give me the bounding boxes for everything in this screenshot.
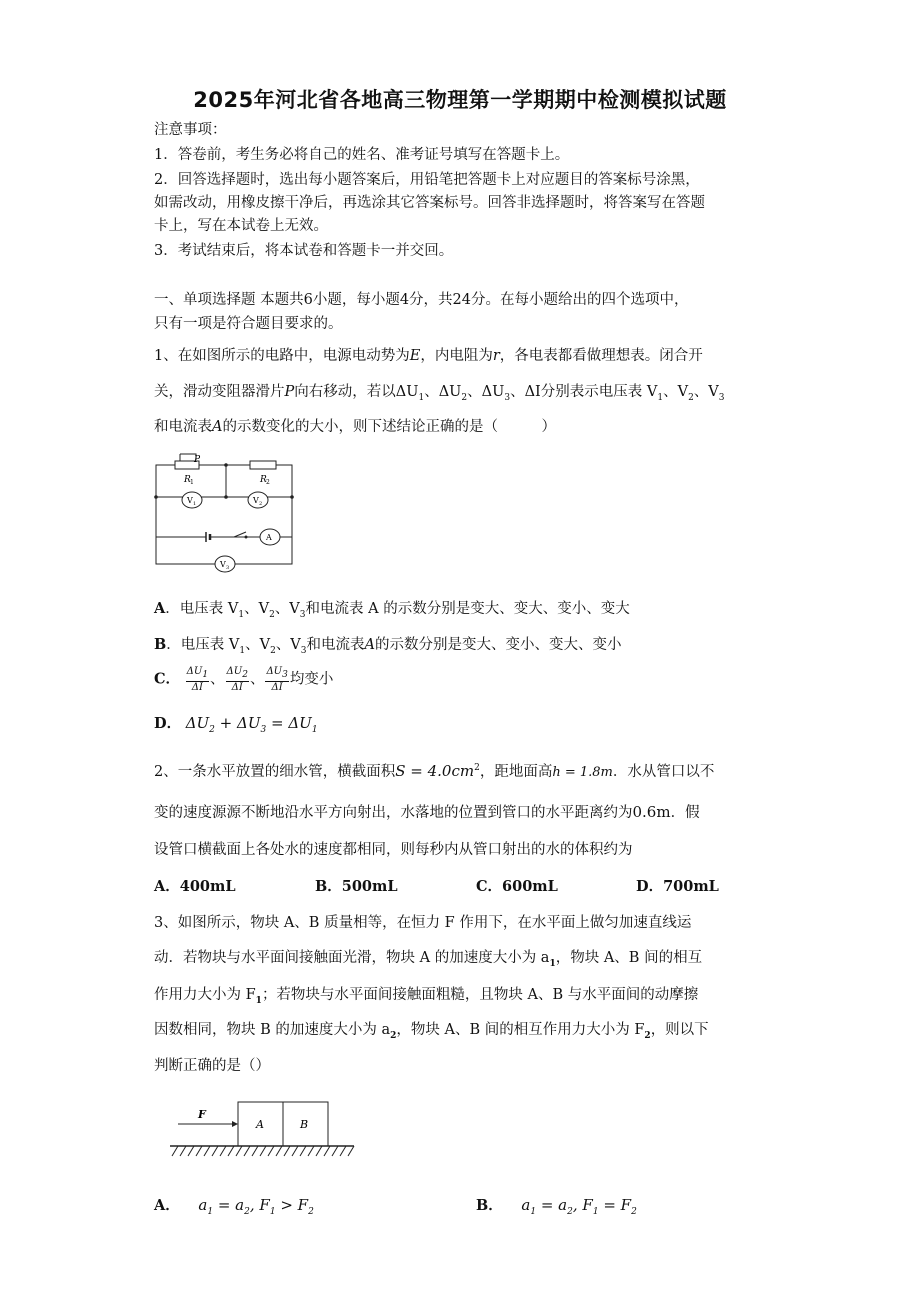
q1-option-b[interactable]: B．电压表 $V_1$、$V_2$、$V_3$和电流表A的示数分别是变大、变小、变大、变小 [154,636,622,656]
svg-text:1: 1 [193,501,197,507]
notice-line-3: 3．考试结束后，将本试卷和答题卡一并交回。 [154,243,454,259]
q1-option-c[interactable]: C． $\frac{\Delta U_1}{\Delta I}$ 、 $\frac{\Delta U_2}{\Delta I}$ 、 $\frac{\Delta U_3}{\Delta I}$ 均变小 [154,666,334,693]
q2-line-2: 变的速度源源不断地沿水平方向射出，水落地的位置到管口的水平距离约为0.6m．假 [154,803,700,821]
q2-option-c[interactable]: C．600mL [476,878,558,895]
block-a-label: A [256,1118,264,1131]
notice-line-2c: 卡上，写在本试卷上无效。 [154,218,328,234]
svg-text:3: 3 [226,565,230,571]
svg-text:2: 2 [266,479,270,486]
q2-line-1: 2、一条水平放置的细水管，横截面积$S = 4.0cm^2$，距地面高h = 1.8m．水从管口以不 [154,762,715,780]
q3-line-1: 3、如图所示，物块 A、B 质量相等，在恒力 F 作用下，在水平面上做匀加速直线运 [154,915,692,931]
block-b-label: B [300,1118,309,1131]
q3-option-b[interactable]: B． $a_1 = a_2$, $F_1 = F_2$ [476,1196,637,1217]
svg-text:P: P [194,455,201,465]
q1-option-a[interactable]: A．电压表 $V_1$、$V_2$、$V_3$和电流表 A 的示数分别是变大、变大、变小、变大 [154,600,630,620]
q1-line-2: 关，滑动变阻器滑片P向右移动，若以$\Delta U_1$、$\Delta U_2$、$\Delta U_3$、ΔI分别表示电压表 $V_1$、$V_2$、$V_3$ [154,384,725,403]
q3-line-3: 作用力大小为 $F_1$；若物块与水平面间接触面粗糙，且物块 A、B 与水平面间的动摩擦 [154,987,699,1006]
force-label: F [198,1108,206,1121]
notice-line-2b: 如需改动，用橡皮擦干净后，再选涂其它答案标号。回答非选择题时，将答案写在答题 [154,195,705,211]
notice-line-2a: 2．回答选择题时，选出每小题答案后，用铅笔把答题卡上对应题目的答案标号涂黑， [154,172,700,188]
q3-line-5: 判断正确的是（） [154,1058,270,1074]
page-title: 2025年河北省各地高三物理第一学期期中检测模拟试题 [193,88,727,112]
svg-text:2: 2 [259,501,263,507]
svg-text:V: V [220,560,226,569]
blocks-figure [168,1098,356,1160]
q2-option-b[interactable]: B．500mL [315,878,398,895]
section-1-line-2: 只有一项是符合题目要求的。 [154,316,343,332]
notice-heading: 注意事项： [154,122,227,138]
svg-text:R: R [184,475,191,485]
q1-line-3: 和电流表A的示数变化的大小，则下述结论正确的是（ ） [154,419,556,435]
notice-line-1: 1．答卷前，考生务必将自己的姓名、准考证号填写在答题卡上。 [154,147,570,163]
q3-option-a[interactable]: A． $a_1 = a_2$, $F_1 > F_2$ [154,1196,314,1217]
q2-option-d[interactable]: D．700mL [636,878,719,895]
svg-text:A: A [266,533,272,542]
svg-text:R: R [260,475,267,485]
q3-line-4: 因数相同，物块 B 的加速度大小为 $a_2$，物块 A、B 间的相互作用力大小为 $F_2$，则以下 [154,1022,709,1041]
circuit-diagram [150,452,300,576]
q1-option-d[interactable]: D． $\Delta U_2 + \Delta U_3 = \Delta U_1$ [154,714,318,735]
q1-line-1: 1、在如图所示的电路中，电源电动势为E，内电阻为r，各电表都看做理想表。闭合开 [154,348,703,364]
svg-text:V: V [253,496,259,505]
svg-text:1: 1 [190,479,194,486]
svg-text:V: V [187,496,193,505]
q2-option-a[interactable]: A．400mL [154,878,236,895]
q3-line-2: 动．若物块与水平面间接触面光滑，物块 A 的加速度大小为 $a_1$，物块 A、B 间的相互 [154,950,703,969]
section-1-line-1: 一、单项选择题 本题共6小题，每小题4分，共24分。在每小题给出的四个选项中， [154,292,689,308]
q2-line-3: 设管口横截面上各处水的速度都相同，则每秒内从管口射出的水的体积约为 [154,842,633,858]
